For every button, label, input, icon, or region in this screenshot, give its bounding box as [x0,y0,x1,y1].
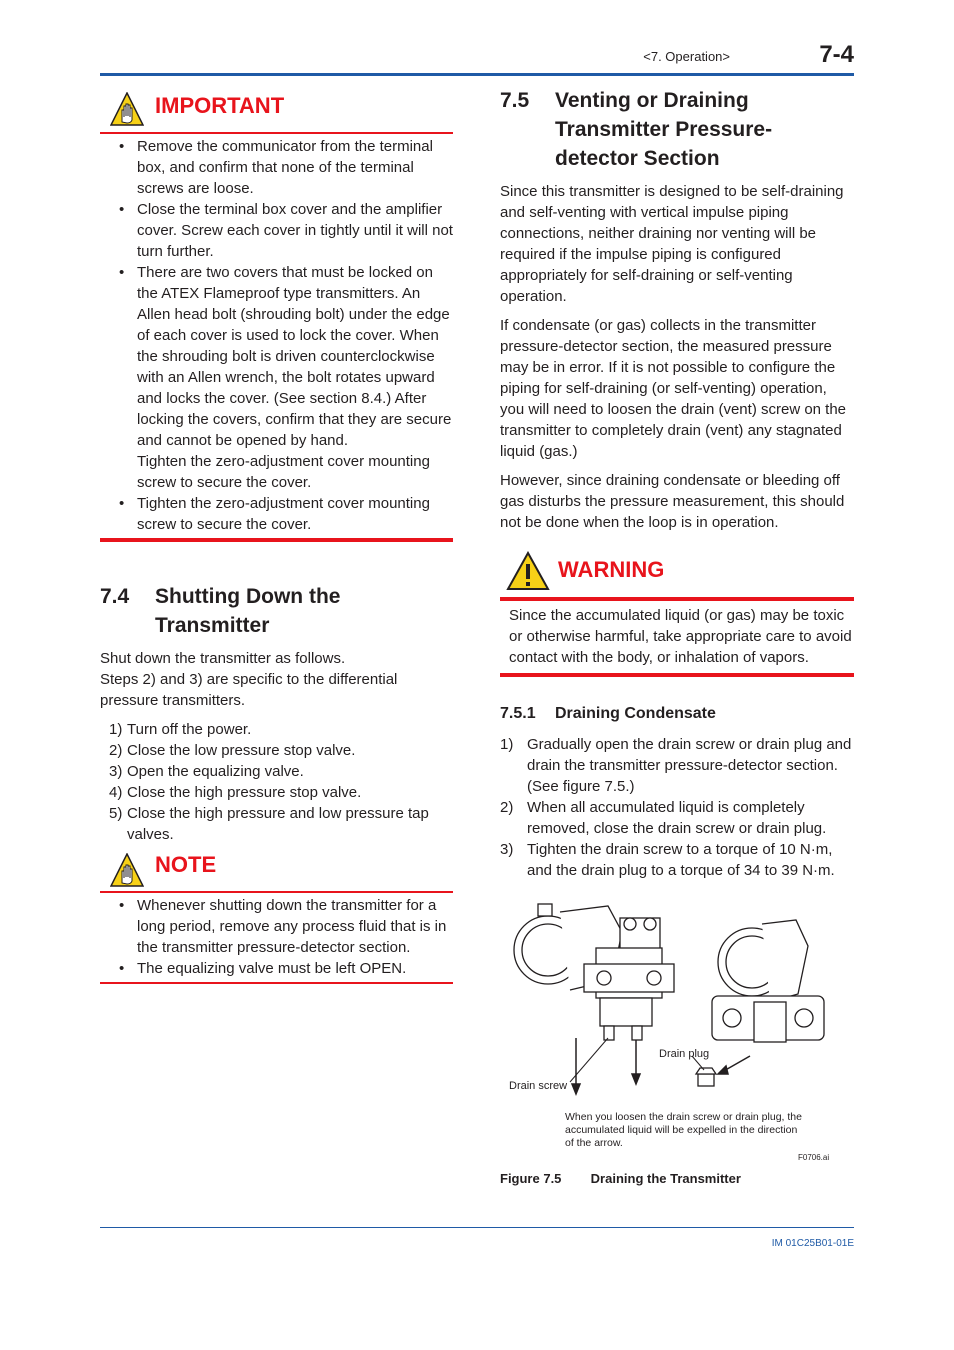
label-drain-plug: Drain plug [659,1048,710,1060]
note-callout-header [100,849,453,891]
label-drain-screw: Drain screw [509,1080,568,1092]
paragraph: However, since draining condensate or bleeding off gas disturbs the pressure measurement, this should not be done when the loop is in operation. [500,472,845,531]
step-number: 3) [500,841,514,858]
note-bottom-rule [100,982,453,984]
warning-title: WARNING [558,557,665,582]
page-number: 7-4 [819,41,854,68]
warning-top-rule [500,597,854,601]
note-title: NOTE [155,852,217,877]
list-item [100,740,453,761]
step-text: Open the equalizing valve. [127,763,304,780]
figure-note: When you loosen the drain screw or drain plug, the accumulated liquid will be expelled in the direction of the arrow. [565,1111,802,1149]
list-item: • Tighten the zero-adjustment cover mounting screw to secure the cover. [100,493,453,535]
paragraph: Shut down the transmitter as follows. [100,650,346,667]
step-number: 4) [109,784,123,801]
list-item [100,719,453,740]
step-number: 5) [109,805,123,822]
figure-file-id: F0706.ai [798,1153,830,1162]
figure-caption-title: Draining the Transmitter [590,1171,741,1186]
hand-caution-icon [110,92,144,126]
step-text: Close the high pressure stop valve. [127,784,362,801]
list-item-text: There are two covers that must be locked on the ATEX Flameproof type transmitters. An Allen head bolt (shrouding bolt) under the edge of each cover is used to lock the cover. When the shrouding bolt is driven counterclockwise with an Allen wrench, the bolt rotates upward and locks the cover. (See section 8.4.) After locking the covers, confirm that they are secure and cannot be opened by hand. [137,264,452,449]
note-list [100,895,453,979]
warning-callout-header [500,551,854,597]
list-item: • The equalizing valve must be left OPEN. [100,958,453,979]
list-item: • Whenever shutting down the transmitter for a long period, remove any process fluid that is in the transmitter pressure-detector section. [100,895,453,958]
hand-note-icon [110,853,144,887]
list-item [100,782,453,803]
paragraph: Since this transmitter is designed to be self-draining and self-venting with vertical impulse piping connections, neither draining nor venting will be required if the impulse piping is configured appropriately for self-draining or self-venting operation. [500,183,844,305]
list-item [500,734,854,797]
left-column [100,90,453,984]
important-bottom-rule [100,538,453,542]
figure-7-5 [500,898,854,1168]
paragraph: If condensate (or gas) collects in the transmitter pressure-detector section, the measured pressure may be in error. If it is not possible to configure the piping for self-draining (or self-venting) operation, you will need to loosen the drain (vent) screw on the transmitter to completely drain (vent) any stagnated liquid (gas.) [500,317,847,460]
header-rule [100,73,854,76]
important-title: IMPORTANT [155,93,285,118]
section-title: Venting or Draining Transmitter Pressure-detector Section [555,89,773,170]
step-text: When all accumulated liquid is completely removed, close the drain screw or drain plug. [527,799,827,837]
figure-caption-number: Figure 7.5 [500,1171,562,1186]
subsection-title: Draining Condensate [555,705,716,722]
subsection-heading-7-5-1 [500,703,854,724]
list-item [500,797,854,839]
draining-steps [500,734,854,881]
shutdown-steps [100,719,453,845]
step-number: 2) [109,742,123,759]
step-number: 1) [500,736,514,753]
important-callout-header [100,90,453,132]
step-text: Close the high pressure and low pressure tap valves. [127,805,429,843]
section-number: 7.4 [100,585,130,608]
step-text: Close the low pressure stop valve. [127,742,356,759]
note-top-rule [100,891,453,893]
step-text: Tighten the drain screw to a torque of 10 N·m, and the drain plug to a torque of 34 to 39 N·m. [527,841,835,879]
step-number: 3) [109,763,123,780]
section-heading-7-4 [100,582,453,640]
section-title: Shutting Down the Transmitter [155,585,341,637]
warning-triangle-icon [506,551,550,591]
warning-bottom-rule [500,673,854,677]
important-top-rule [100,132,453,134]
list-item [100,761,453,782]
step-number: 2) [500,799,514,816]
list-item: • Remove the communicator from the terminal box, and confirm that none of the terminal screws are loose. [100,136,453,199]
step-text: Gradually open the drain screw or drain plug and drain the transmitter pressure-detector section. (See figure 7.5.) [527,736,852,795]
important-list [100,136,453,535]
list-item [500,839,854,881]
section-number: 7.5 [500,89,530,112]
subsection-number: 7.5.1 [500,705,536,722]
figure-caption [500,1171,741,1186]
right-column [500,86,854,881]
step-number: 1) [109,721,123,738]
footer-rule [100,1227,854,1228]
list-item [100,803,453,845]
running-header-section: <7. Operation> [643,49,730,64]
paragraph: Steps 2) and 3) are specific to the differential pressure transmitters. [100,671,398,709]
warning-text: Since the accumulated liquid (or gas) may be toxic or otherwise harmful, take appropriate care to avoid contact with the body, or inhalation of vapors. [509,607,852,666]
list-item [100,262,453,493]
step-text: Turn off the power. [127,721,252,738]
document-number: IM 01C25B01-01E [771,1238,854,1249]
section-heading-7-5 [500,86,854,173]
list-item-extra: Tighten the zero-adjustment cover mounting screw to secure the cover. [137,453,430,491]
list-item: • Close the terminal box cover and the amplifier cover. Screw each cover in tightly until it will not turn further. [100,199,453,262]
